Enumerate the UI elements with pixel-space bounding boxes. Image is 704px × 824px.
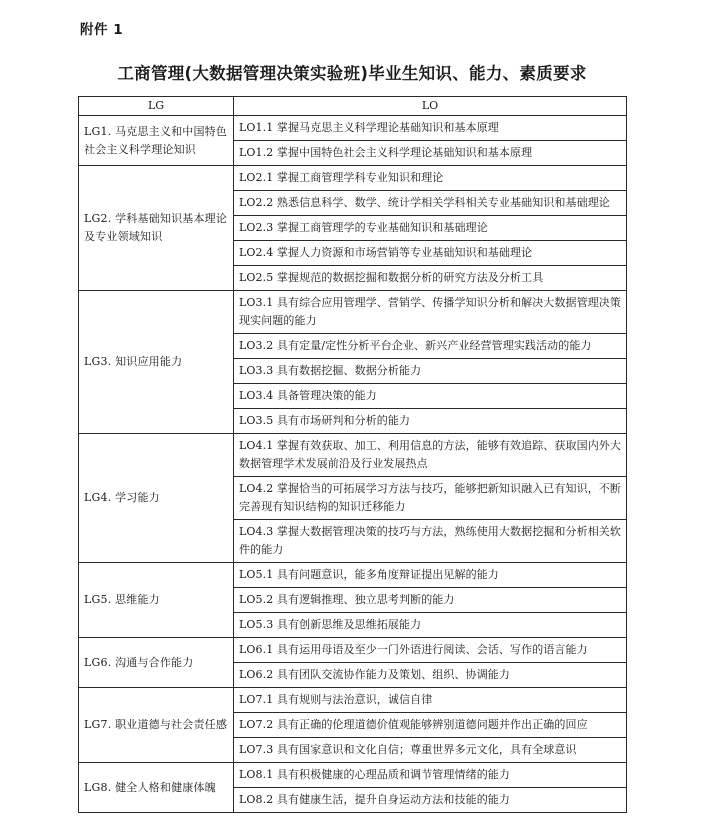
- table-row: [79, 563, 627, 588]
- lo-cell: LO2.5 掌握规范的数据挖掘和数据分析的研究方法及分析工具: [234, 266, 627, 291]
- lo-cell: LO2.1 掌握工商管理学科专业知识和理论: [234, 166, 627, 191]
- lo-cell: LO6.1 具有运用母语及至少一门外语进行阅读、会话、写作的语言能力: [234, 638, 627, 663]
- lo-cell: LO3.2 具有定量/定性分析平台企业、新兴产业经营管理实践活动的能力: [234, 334, 627, 359]
- lo-cell: LO2.3 掌握工商管理学的专业基础知识和基础理论: [234, 216, 627, 241]
- lo-cell: LO1.2 掌握中国特色社会主义科学理论基础知识和基本原理: [234, 141, 627, 166]
- lo-cell: LO4.3 掌握大数据管理决策的技巧与方法，熟练使用大数据挖掘和分析相关软件的能力: [234, 520, 627, 563]
- lo-cell: LO8.1 具有积极健康的心理品质和调节管理情绪的能力: [234, 763, 627, 788]
- table-row: [79, 763, 627, 788]
- lo-cell: LO7.2 具有正确的伦理道德价值观能够辨别道德问题并作出正确的回应: [234, 713, 627, 738]
- lo-cell: LO7.1 具有规则与法治意识，诚信自律: [234, 688, 627, 713]
- lg-cell: LG6. 沟通与合作能力: [79, 638, 234, 688]
- table-row: [79, 291, 627, 334]
- attachment-label: 附件 1: [80, 22, 124, 38]
- lo-cell: LO1.1 掌握马克思主义科学理论基础知识和基本原理: [234, 116, 627, 141]
- table-row: [79, 434, 627, 477]
- table-row: [79, 116, 627, 141]
- lg-cell: LG4. 学习能力: [79, 434, 234, 563]
- lo-cell: LO6.2 具有团队交流协作能力及策划、组织、协调能力: [234, 663, 627, 688]
- lo-cell: LO3.1 具有综合应用管理学、营销学、传播学知识分析和解决大数据管理决策现实问题的能力: [234, 291, 627, 334]
- table-row: [79, 166, 627, 191]
- table-row: [79, 638, 627, 663]
- lo-cell: LO3.3 具有数据挖掘、数据分析能力: [234, 359, 627, 384]
- lo-cell: LO2.2 熟悉信息科学、数学、统计学相关学科相关专业基础知识和基础理论: [234, 191, 627, 216]
- lo-cell: LO4.2 掌握恰当的可拓展学习方法与技巧，能够把新知识融入已有知识，不断完善现有知识结构的知识迁移能力: [234, 477, 627, 520]
- lo-cell: LO5.3 具有创新思维及思维拓展能力: [234, 613, 627, 638]
- lo-cell: LO7.3 具有国家意识和文化自信；尊重世界多元文化，具有全球意识: [234, 738, 627, 763]
- document-title: 工商管理(大数据管理决策实验班)毕业生知识、能力、素质要求: [117, 64, 587, 83]
- lg-cell: LG8. 健全人格和健康体魄: [79, 763, 234, 813]
- table-row: [79, 688, 627, 713]
- lo-cell: LO4.1 掌握有效获取、加工、利用信息的方法，能够有效追踪、获取国内外大数据管理学术发展前沿及行业发展热点: [234, 434, 627, 477]
- lg-cell: LG1. 马克思主义和中国特色社会主义科学理论知识: [79, 116, 234, 166]
- lg-column-header: LG: [79, 97, 234, 116]
- lg-cell: LG2. 学科基础知识基本理论及专业领域知识: [79, 166, 234, 291]
- lo-cell: LO5.1 具有问题意识，能多角度辩证提出见解的能力: [234, 563, 627, 588]
- lo-cell: LO8.2 具有健康生活，提升自身运动方法和技能的能力: [234, 788, 627, 813]
- lg-cell: LG3. 知识应用能力: [79, 291, 234, 434]
- lo-column-header: LO: [234, 97, 627, 116]
- lo-cell: LO3.4 具备管理决策的能力: [234, 384, 627, 409]
- lo-cell: LO2.4 掌握人力资源和市场营销等专业基础知识和基础理论: [234, 241, 627, 266]
- table-header-row: [79, 97, 627, 116]
- lg-cell: LG5. 思维能力: [79, 563, 234, 638]
- lo-cell: LO5.2 具有逻辑推理、独立思考判断的能力: [234, 588, 627, 613]
- lg-cell: LG7. 职业道德与社会责任感: [79, 688, 234, 763]
- lo-cell: LO3.5 具有市场研判和分析的能力: [234, 409, 627, 434]
- requirements-table: [78, 96, 627, 813]
